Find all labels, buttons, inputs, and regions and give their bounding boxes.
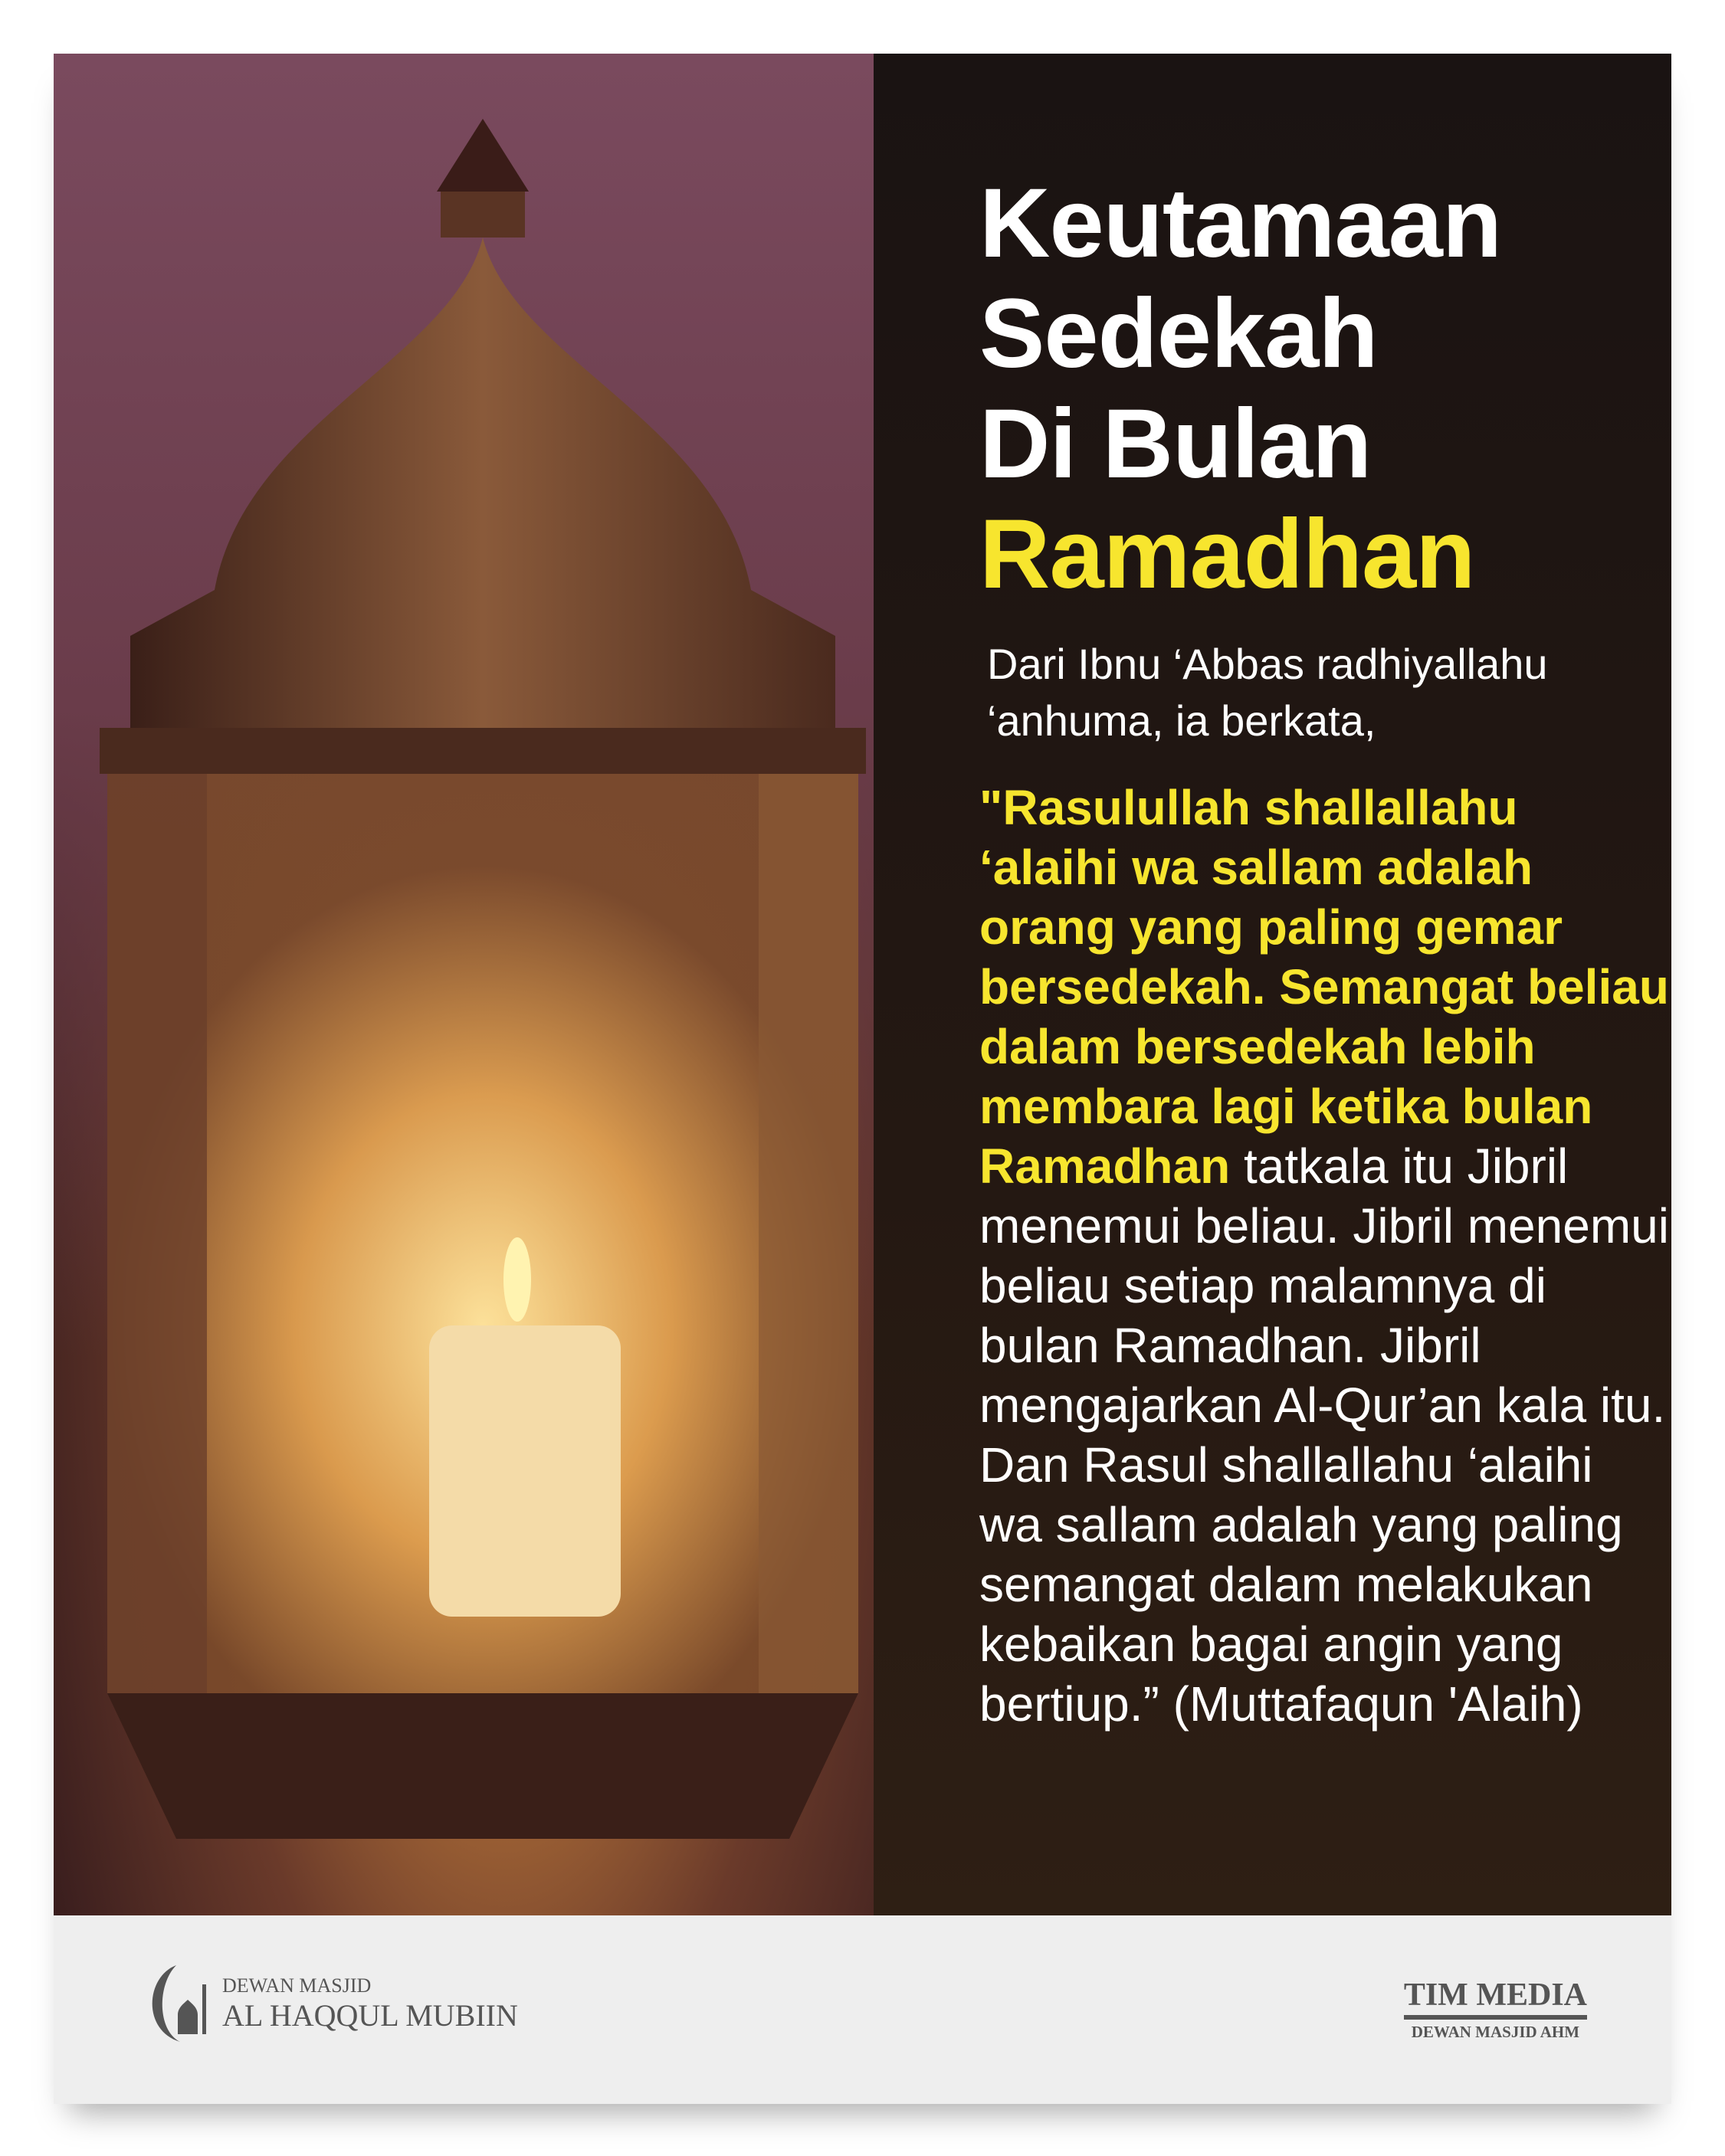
title-highlight: Ramadhan	[979, 500, 1475, 609]
tim-media-logo	[1404, 1977, 1587, 2042]
title-line: Keutamaan	[979, 169, 1501, 278]
poster	[54, 54, 1671, 2104]
title-line: Di Bulan	[979, 389, 1372, 499]
title-line: Sedekah	[979, 279, 1378, 388]
lantern-illustration	[54, 54, 874, 1915]
quote-body: tatkala itu Jibril menemui beliau. Jibril menemui beliau setiap malamnya di bulan Ramadhan. Jibril mengajarkan Al-Qur’an kala itu. Dan Rasul shallallahu ‘alaihi wa sallam adalah yang paling semangat dalam melakukan kebaikan bagai angin yang bertiup.” (Muttafaqun 'Alaih)	[979, 1139, 1669, 1732]
quote-highlight: "Rasulullah shallallahu ‘alaihi wa sallam adalah orang yang paling gemar bersedekah. Semangat beliau dalam bersedekah lebih membara lagi ketika bulan Ramadhan	[979, 780, 1669, 1194]
tim-media-subtitle: DEWAN MASJID AHM	[1411, 2023, 1580, 2041]
logo-line2: AL HAQQUL MUBIIN	[222, 1997, 518, 2033]
intro-text: Dari Ibnu ‘Abbas radhiyallahu ‘anhuma, ia berkata,	[987, 640, 1548, 745]
masjid-logo	[138, 1961, 518, 2046]
crescent-mosque-icon	[138, 1961, 215, 2046]
footer	[54, 1915, 1671, 2104]
logo-line1: DEWAN MASJID	[222, 1974, 372, 1997]
text-panel	[874, 54, 1671, 1915]
page-title	[979, 169, 1501, 610]
hadith-quote	[979, 778, 1669, 1734]
lantern-photo	[54, 54, 874, 1915]
tim-media-title: TIM MEDIA	[1404, 1977, 1587, 2020]
